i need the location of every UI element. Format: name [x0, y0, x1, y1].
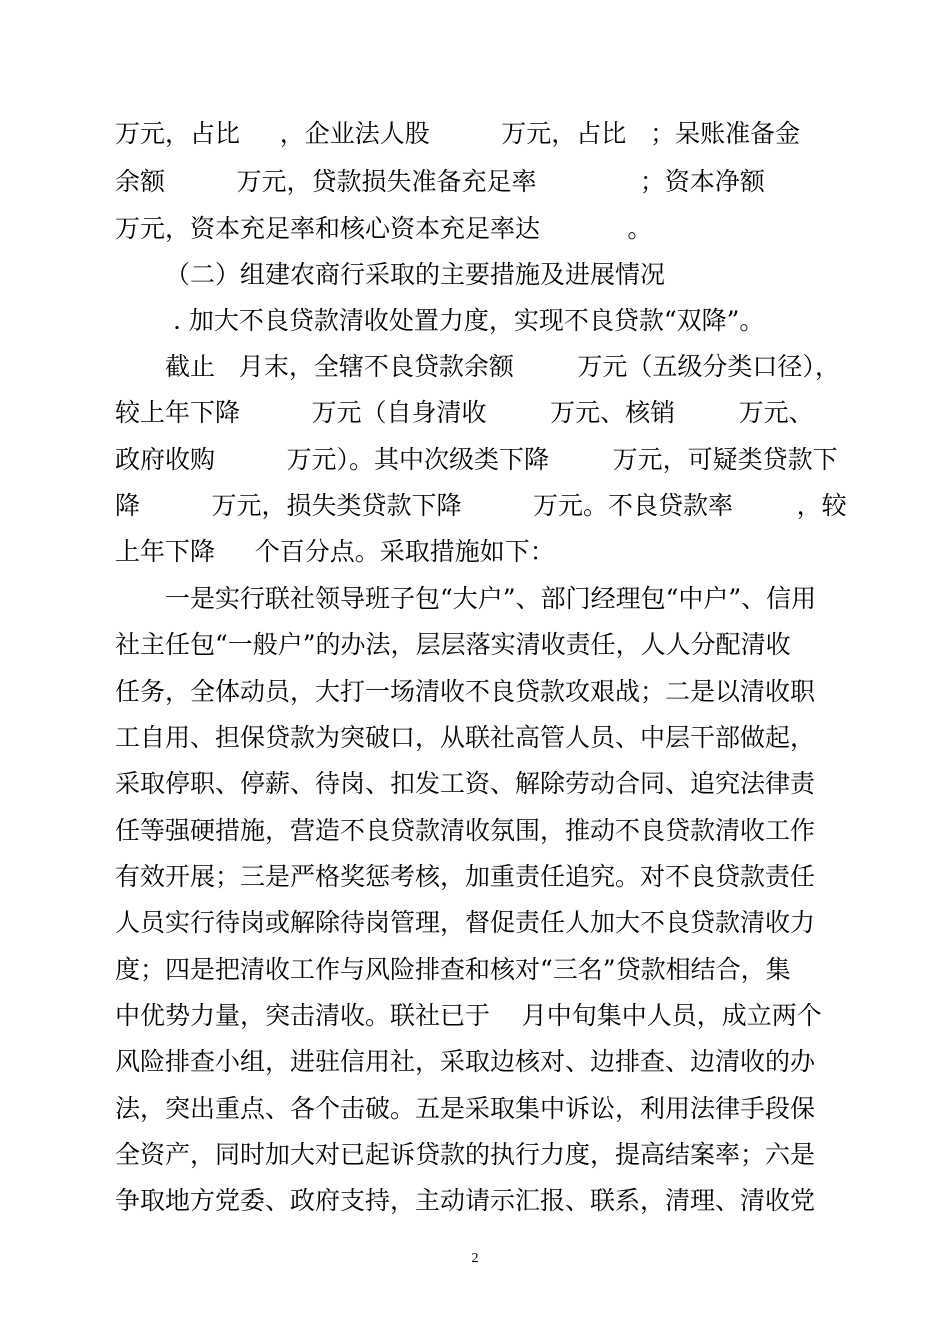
text-line: 法，突出重点、各个击破。五是采取集中诉讼，利用法律手段保 — [115, 1094, 816, 1123]
section-heading: （二）组建农商行采取的主要措施及进展情况 — [165, 260, 666, 289]
text-line: 全资产，同时加大对已起诉贷款的执行力度，提高结案率；六是 — [115, 1140, 816, 1169]
text-line: 任等强硬措施，营造不良贷款清收氛围，推动不良贷款清收工作 — [115, 816, 816, 845]
text-line: 余额 万元，贷款损失准备充足率 ；资本净额 — [115, 167, 765, 196]
text-line: 度；四是把清收工作与风险排查和核对“三名”贷款相结合，集 — [115, 955, 791, 984]
text-line: 万元，占比 ，企业法人股 万元，占比 ；呆账准备金 — [115, 119, 801, 148]
text-line: 社主任包“一般户”的办法，层层落实清收责任，人人分配清收 — [115, 630, 791, 659]
text-line: 万元，资本充足率和核心资本充足率达 。 — [115, 214, 653, 243]
text-line: 有效开展；三是严格奖惩考核，加重责任追究。对不良贷款责任 — [115, 862, 816, 891]
text-line: 政府收购 万元）。其中次级类下降 万元，可疑类贷款下 — [115, 445, 838, 474]
subsection-heading: . 加大不良贷款清收处置力度，实现不良贷款“双降”。 — [165, 306, 765, 335]
text-line: 采取停职、停薪、待岗、扣发工资、解除劳动合同、追究法律责 — [115, 769, 816, 798]
paragraph-start: 一是实行联社领导班子包“大户”、部门经理包“中户”、信用 — [165, 584, 817, 613]
text-line: 降 万元，损失类贷款下降 万元。不良贷款率 ，较 — [115, 491, 847, 520]
text-line: 上年下降 个百分点。采取措施如下： — [115, 537, 555, 566]
text-line: 任务，全体动员，大打一场清收不良贷款攻艰战；二是以清收职 — [115, 677, 816, 706]
text-line: 争取地方党委、政府支持，主动请示汇报、联系，清理、清收党 — [115, 1186, 816, 1215]
paragraph-start: 截止 月末，全辖不良贷款余额 万元（五级分类口径）， — [165, 352, 840, 381]
text-line: 人员实行待岗或解除待岗管理，督促责任人加大不良贷款清收力 — [115, 908, 816, 937]
text-line: 中优势力量，突击清收。联社已于 月中旬集中人员，成立两个 — [115, 1001, 822, 1030]
text-line: 工自用、担保贷款为突破口，从联社高管人员、中层干部做起， — [115, 723, 816, 752]
page-number: 2 — [471, 1251, 479, 1266]
text-line: 较上年下降 万元（自身清收 万元、核销 万元、 — [115, 398, 814, 427]
text-line: 风险排查小组，进驻信用社，采取边核对、边排查、边清收的办 — [115, 1047, 816, 1076]
